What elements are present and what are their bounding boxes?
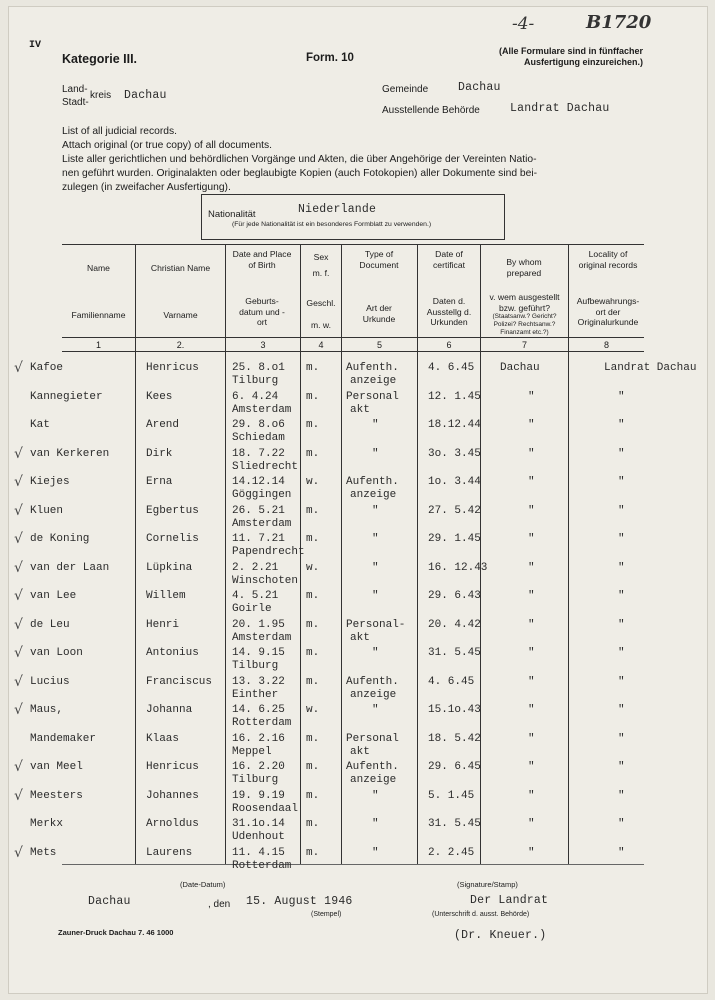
cell-document-type-line-2: akt (350, 403, 370, 416)
cell-name: Lucius (30, 675, 70, 688)
cell-birth-date: 18. 7.22 (232, 447, 285, 460)
cell-name: Kannegieter (30, 390, 103, 403)
cell-prepared-by: " (528, 675, 535, 688)
cell-birth-date: 26. 5.21 (232, 504, 285, 517)
col-1-en: Name (87, 263, 110, 273)
col-6-en: Date of certificat (433, 249, 465, 270)
cell-first-name: Henri (146, 618, 180, 631)
cell-document-type: Aufenth. (346, 761, 399, 773)
cell-name: van Loon (30, 647, 83, 659)
col-divider-4 (341, 244, 342, 864)
table-header-rule (62, 337, 644, 338)
cell-birth-date: 20. 1.95 (232, 618, 285, 631)
cell-sex: m. (306, 618, 320, 631)
cell-locality: " (618, 732, 625, 745)
cell-document-type-line-2: anzeige (350, 774, 397, 786)
cell-certificate-date: 12. 1.45 (428, 390, 481, 403)
cell-document-type: " (372, 789, 379, 802)
cell-document-type: Personal (346, 390, 399, 403)
cell-first-name: Franciscus (146, 675, 213, 688)
cell-document-type-line-2: anzeige (350, 688, 397, 701)
cell-name: van Kerkeren (30, 447, 110, 460)
col-8-en: Locality of original records (578, 249, 638, 270)
cell-sex: m. (306, 732, 320, 745)
cell-birth-place: Sliedrecht (232, 460, 299, 473)
col-4-de-sub: m. w. (310, 320, 332, 330)
cell-first-name: Egbertus (146, 504, 199, 517)
col-7-num: 7 (521, 340, 527, 350)
cell-document-type-line-2: anzeige (350, 375, 397, 387)
footer-den: , den (208, 899, 231, 910)
printer-mark: Zauner-Druck Dachau 7. 46 1000 (58, 928, 174, 937)
cell-certificate-date: 5. 1.45 (428, 789, 475, 802)
col-7-en: By whom prepared (506, 257, 542, 278)
nationality-value: Niederlande (298, 203, 377, 216)
copies-note-1: (Alle Formulare sind in fünffacher (498, 46, 643, 56)
cell-sex: m. (306, 390, 320, 403)
cell-prepared-by: " (528, 504, 535, 517)
cell-locality: " (618, 675, 625, 688)
cell-sex: w. (306, 476, 320, 488)
cell-certificate-date: 29. 6.45 (428, 761, 481, 773)
cell-first-name: Willem (146, 590, 186, 602)
cell-first-name: Arnoldus (146, 818, 199, 830)
cell-prepared-by: " (528, 818, 535, 830)
cell-birth-place: Schiedam (232, 432, 285, 444)
cell-name: Meesters (30, 789, 83, 802)
cell-name: Kluen (30, 504, 64, 517)
cell-birth-place: Goirle (232, 603, 272, 615)
cell-birth-date: 11. 7.21 (232, 533, 285, 545)
cell-birth-date: 13. 3.22 (232, 675, 285, 688)
col-1-num: 1 (95, 340, 101, 350)
cell-prepared-by: " (528, 846, 535, 859)
cell-first-name: Henricus (146, 761, 199, 773)
cell-first-name: Erna (146, 476, 173, 488)
cell-name: Kat (30, 419, 50, 431)
cell-locality: " (618, 846, 625, 859)
cell-prepared-by: " (528, 390, 535, 403)
col-8-num: 8 (603, 340, 609, 350)
check-mark-icon: √ (14, 702, 23, 718)
cell-locality: " (618, 761, 625, 773)
cell-birth-place: Amsterdam (232, 517, 292, 530)
col-3-en: Date and Place of Birth (232, 249, 292, 270)
cell-document-type: " (372, 561, 379, 574)
cell-document-type-line-2: anzeige (350, 489, 397, 501)
cell-document-type: " (372, 818, 379, 830)
intro-line-3: Liste aller gerichtlichen und behördlichen Vorgänge und Akten, die über Angehörige der Vereinten Natio- (62, 154, 537, 165)
gemeinde-label: Gemeinde (382, 84, 429, 95)
cell-birth-date: 14.12.14 (232, 476, 285, 488)
col-3-de: Geburts-datum und -ort (239, 296, 285, 327)
cell-name: Mandemaker (30, 732, 97, 745)
cell-certificate-date: 4. 6.45 (428, 675, 475, 688)
cell-name: Kafoe (30, 362, 64, 374)
cell-certificate-date: 1o. 3.44 (428, 476, 481, 488)
cell-sex: m. (306, 447, 320, 460)
cell-birth-date: 11. 4.15 (232, 846, 285, 859)
cell-locality: " (618, 419, 625, 431)
cell-birth-date: 16. 2.16 (232, 732, 285, 745)
col-1-de: Familienname (71, 310, 126, 320)
check-mark-icon: √ (14, 559, 23, 576)
cell-document-type: Aufenth. (346, 476, 399, 488)
cell-birth-place: Einther (232, 688, 279, 701)
cell-sex: m. (306, 362, 320, 374)
stempel-label: (Stempel) (311, 911, 342, 918)
cell-first-name: Laurens (146, 846, 193, 859)
cell-prepared-by: " (528, 419, 535, 431)
table-bottom-rule (62, 864, 644, 865)
cell-prepared-by: " (528, 533, 535, 545)
col-4-en-sub: m. f. (312, 268, 330, 278)
col-divider-5 (417, 244, 418, 864)
cell-name: van der Laan (30, 561, 110, 574)
file-number: B1720 (586, 12, 652, 33)
cell-certificate-date: 31. 5.45 (428, 818, 481, 830)
cell-prepared-by: " (528, 732, 535, 745)
cell-sex: m. (306, 761, 320, 773)
cell-birth-date: 16. 2.20 (232, 761, 285, 773)
cell-certificate-date: 18.12.44 (428, 419, 481, 431)
cell-certificate-date: 31. 5.45 (428, 647, 481, 659)
cell-locality: " (618, 618, 625, 631)
cell-birth-place: Rotterdam (232, 717, 292, 729)
cell-birth-place: Meppel (232, 745, 272, 758)
cell-prepared-by: " (528, 789, 535, 802)
behoerde-label: Ausstellende Behörde (382, 105, 480, 116)
cell-birth-date: 29. 8.o6 (232, 419, 285, 431)
cell-birth-place: Tilburg (232, 774, 279, 786)
col-2-en: Christian Name (150, 263, 211, 273)
cell-sex: m. (306, 504, 320, 517)
check-mark-icon: √ (14, 360, 23, 376)
cell-name: Kiejes (30, 476, 70, 488)
cell-locality: " (618, 789, 625, 802)
cell-locality: " (618, 647, 625, 659)
category-title: Kategorie III. (62, 52, 138, 66)
footer-place: Dachau (88, 895, 131, 908)
check-mark-icon: √ (14, 474, 23, 490)
page-mark: -4- (512, 14, 535, 34)
cell-name: van Lee (30, 590, 77, 602)
cell-sex: m. (306, 675, 320, 688)
cell-sex: w. (306, 561, 320, 574)
check-mark-icon: √ (14, 844, 23, 861)
stadt-label: Stadt- (62, 97, 89, 108)
check-mark-icon: √ (14, 645, 23, 661)
col-4-num: 4 (318, 340, 324, 350)
cell-first-name: Johanna (146, 704, 193, 716)
cell-birth-place: Udenhout (232, 831, 285, 843)
official-label: (Unterschrift d. ausst. Behörde) (432, 911, 530, 918)
cell-locality: " (618, 533, 625, 545)
cell-locality: " (618, 704, 625, 716)
cell-first-name: Kees (146, 390, 173, 403)
kreis-value: Dachau (124, 89, 167, 102)
cell-certificate-date: 15.1o.43 (428, 704, 481, 716)
cell-prepared-by: " (528, 590, 535, 602)
intro-line-4: nen geführt wurden. Originalakten oder beglaubigte Kopien (auch Fotokopien) aller Dokumente sind bei- (62, 168, 538, 179)
col-2-num: 2. (176, 340, 185, 350)
cell-birth-place: Roosendaal (232, 802, 299, 815)
check-mark-icon: √ (14, 502, 23, 519)
check-mark-icon: √ (14, 616, 23, 633)
cell-birth-date: 14. 9.15 (232, 647, 285, 659)
cell-certificate-date: 29. 6.43 (428, 590, 481, 602)
col-5-en: Type of Document (359, 249, 399, 270)
col-2-de: Varname (163, 310, 198, 320)
cell-first-name: Cornelis (146, 533, 199, 545)
cell-sex: m. (306, 818, 320, 830)
cell-prepared-by: " (528, 476, 535, 488)
cell-sex: m. (306, 846, 320, 859)
col-divider-7 (568, 244, 569, 864)
cell-first-name: Lüpkina (146, 561, 193, 574)
cell-document-type: Personal (346, 732, 399, 745)
cell-birth-date: 25. 8.o1 (232, 362, 285, 374)
cell-certificate-date: 29. 1.45 (428, 533, 481, 545)
cell-sex: w. (306, 704, 320, 716)
cell-sex: m. (306, 590, 320, 602)
cell-certificate-date: 4. 6.45 (428, 362, 475, 374)
col-divider-1 (135, 244, 136, 864)
check-mark-icon: √ (14, 673, 23, 690)
cell-prepared-by: Dachau (500, 362, 540, 374)
cell-birth-place: Tilburg (232, 660, 279, 672)
col-8-de: Aufbewahrungs-ort der Originalurkunde (576, 296, 640, 327)
nationality-note: (Für jede Nationalität ist ein besonderes Formblatt zu verwenden.) (232, 221, 432, 228)
cell-document-type: Personal- (346, 618, 406, 631)
kreis-label: kreis (90, 90, 112, 101)
land-label: Land- (62, 84, 88, 95)
cell-sex: m. (306, 533, 320, 545)
cell-certificate-date: 16. 12.43 (428, 561, 488, 574)
cell-prepared-by: " (528, 704, 535, 716)
check-mark-icon: √ (14, 759, 23, 775)
cell-first-name: Johannes (146, 789, 199, 802)
col-3-num: 3 (260, 340, 266, 350)
col-4-de: Geschl. (306, 298, 336, 308)
cell-first-name: Dirk (146, 447, 173, 460)
cell-prepared-by: " (528, 561, 535, 574)
cell-birth-date: 31.1o.14 (232, 818, 285, 830)
cell-birth-place: Papendrecht (232, 546, 305, 558)
form-number: Form. 10 (306, 52, 354, 64)
cell-name: van Meel (30, 761, 83, 773)
cell-prepared-by: " (528, 618, 535, 631)
cell-locality: " (618, 590, 625, 602)
cell-document-type: Aufenth. (346, 675, 399, 688)
cell-locality: " (618, 561, 625, 574)
cell-sex: m. (306, 419, 320, 431)
table-numbers-rule (62, 351, 644, 352)
cell-birth-place: Göggingen (232, 489, 292, 501)
cell-birth-place: Amsterdam (232, 403, 292, 416)
copies-note-2: Ausfertigung einzureichen.) (523, 57, 643, 67)
cell-first-name: Arend (146, 419, 180, 431)
cell-document-type: " (372, 846, 379, 859)
cell-document-type: " (372, 647, 379, 659)
col-7-de-note: (Staatsanw.? Gericht? Polizei? Rechtsanw.? Finanzamt etc.?) (492, 313, 557, 336)
table-top-rule (62, 244, 644, 245)
nationality-label: Nationalität (208, 209, 256, 220)
signature-label: (Signature/Stamp) (457, 880, 518, 889)
corner-mark: IV (29, 40, 42, 51)
cell-locality: " (618, 504, 625, 517)
cell-first-name: Klaas (146, 732, 180, 745)
cell-prepared-by: " (528, 447, 535, 460)
cell-document-type: " (372, 590, 379, 602)
cell-certificate-date: 18. 5.42 (428, 732, 481, 745)
cell-document-type: " (372, 704, 379, 716)
cell-certificate-date: 27. 5.42 (428, 504, 481, 517)
check-mark-icon: √ (14, 445, 23, 462)
cell-prepared-by: " (528, 761, 535, 773)
cell-certificate-date: 3o. 3.45 (428, 447, 481, 460)
check-mark-icon: √ (14, 531, 23, 547)
col-5-num: 5 (376, 340, 382, 350)
cell-locality: " (618, 447, 625, 460)
intro-line-5: zulegen (in zweifacher Ausfertigung). (62, 182, 231, 193)
col-6-de: Daten d. Ausstellg d. Urkunden (426, 296, 472, 327)
cell-locality: " (618, 476, 625, 488)
col-6-num: 6 (446, 340, 452, 350)
cell-document-type-line-2: akt (350, 745, 370, 758)
cell-name: de Leu (30, 618, 70, 631)
cell-document-type-line-2: akt (350, 631, 370, 644)
col-4-en: Sex (313, 252, 329, 262)
official-title: Der Landrat (470, 894, 549, 907)
cell-document-type: " (372, 533, 379, 545)
gemeinde-value: Dachau (458, 81, 501, 94)
cell-locality: " (618, 390, 625, 403)
cell-name: de Koning (30, 533, 90, 545)
cell-name: Merkx (30, 818, 64, 830)
cell-birth-date: 6. 4.24 (232, 390, 279, 403)
cell-name: Maus, (30, 704, 64, 716)
cell-locality: Landrat Dachau (604, 362, 697, 374)
official-name: (Dr. Kneuer.) (454, 929, 547, 942)
behoerde-value: Landrat Dachau (510, 102, 610, 115)
cell-document-type: " (372, 504, 379, 517)
cell-birth-date: 2. 2.21 (232, 561, 279, 574)
cell-certificate-date: 20. 4.42 (428, 618, 481, 631)
cell-birth-date: 19. 9.19 (232, 789, 285, 802)
cell-birth-place: Amsterdam (232, 631, 292, 644)
cell-certificate-date: 2. 2.45 (428, 846, 475, 859)
cell-document-type: Aufenth. (346, 362, 399, 374)
cell-birth-place: Winschoten (232, 574, 299, 587)
cell-first-name: Antonius (146, 647, 199, 659)
cell-first-name: Henricus (146, 362, 199, 374)
date-label: (Date-Datum) (180, 880, 226, 889)
cell-locality: " (618, 818, 625, 830)
cell-sex: m. (306, 647, 320, 659)
check-mark-icon: √ (14, 588, 23, 604)
intro-line-2: Attach original (or true copy) of all documents. (62, 140, 273, 151)
col-5-de: Art der Urkunde (362, 303, 396, 324)
cell-document-type: " (372, 447, 379, 460)
cell-prepared-by: " (528, 647, 535, 659)
footer-date: 15. August 1946 (246, 895, 353, 908)
cell-sex: m. (306, 789, 320, 802)
cell-birth-date: 4. 5.21 (232, 590, 279, 602)
col-7-de: v. wem ausgestellt bzw. geführt? (489, 292, 560, 313)
cell-document-type: " (372, 419, 379, 431)
col-divider-2 (225, 244, 226, 864)
cell-birth-date: 14. 6.25 (232, 704, 285, 716)
intro-line-1: List of all judicial records. (62, 126, 178, 137)
check-mark-icon: √ (14, 787, 23, 804)
cell-birth-place: Rotterdam (232, 859, 292, 872)
cell-birth-place: Tilburg (232, 375, 279, 387)
cell-name: Mets (30, 846, 57, 859)
